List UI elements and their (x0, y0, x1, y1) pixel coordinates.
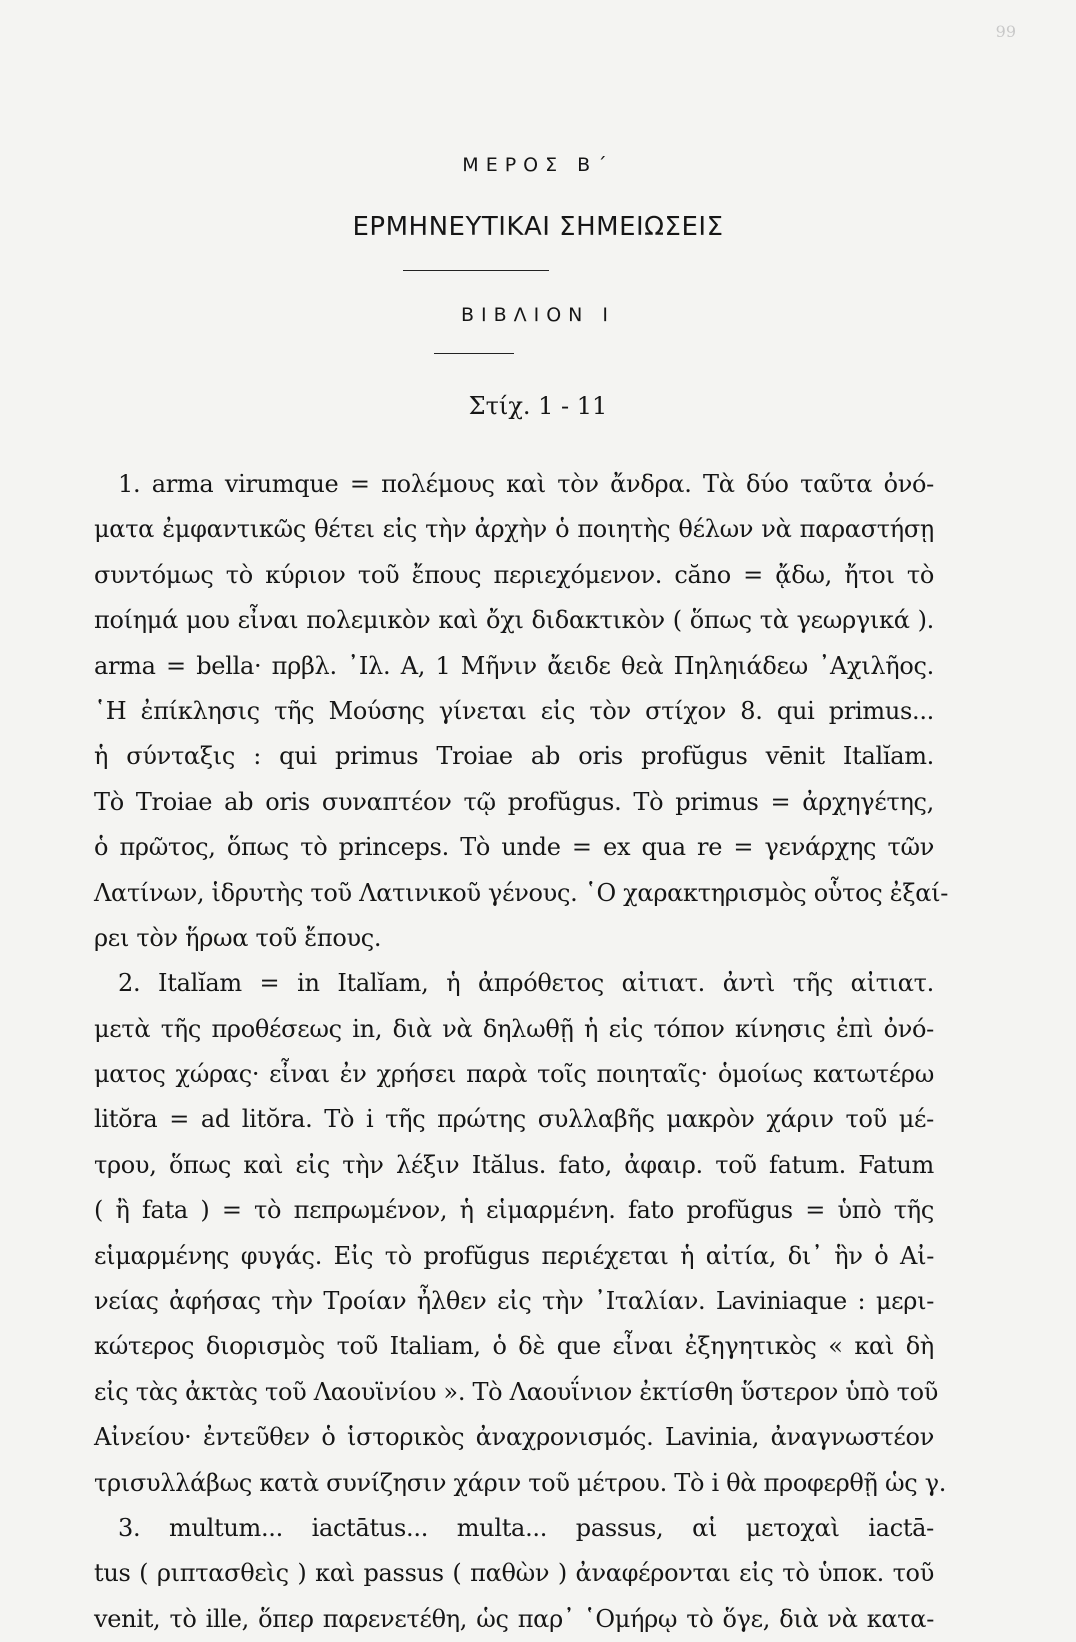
text-line: 2. Italĭam = in Italĭam, ἡ ἀπρόθετος αἰτιατ. ἀντὶ τῆς αἰτιατ. (118, 969, 934, 998)
text-line: tus ( ριπτασθεὶς ) καὶ passus ( παθὼν ) ἀναφέρονται εἰς τὸ ὑποκ. τοῦ (94, 1559, 934, 1588)
text-line: Αἰνείου· ἐντεῦθεν ὁ ἱστορικὸς ἀναχρονισμός. Lavinia, ἀναγνωστέον (94, 1423, 934, 1452)
text-line: εἰς τὰς ἀκτὰς τοῦ Λαουϊνίου ». Τὸ Λαουΐνιον ἐκτίσθη ὕστερον ὑπὸ τοῦ (94, 1377, 939, 1406)
text-line: litŏra = ad litŏra. Τὸ i τῆς πρώτης συλλαβῆς μακρὸν χάριν τοῦ μέ- (94, 1105, 934, 1134)
text-line: ματος χώρας· εἶναι ἐν χρήσει παρὰ τοῖς ποιηταῖς· ὁμοίως κατωτέρω (94, 1060, 934, 1089)
text-line: νείας ἀφήσας τὴν Τροίαν ἦλθεν εἰς τὴν ᾿Ιταλίαν. Laviniaque : μερι- (94, 1287, 934, 1316)
text-line: συντόμως τὸ κύριον τοῦ ἔπους περιεχόμενον. căno = ᾄδω, ἤτοι τὸ (94, 560, 934, 589)
text-line: ποίημά μου εἶναι πολεμικὸν καὶ ὄχι διδακτικὸν ( ὅπως τὰ γεωργικά ). (94, 606, 934, 635)
text-line: venit, τὸ ille, ὅπερ παρενετέθη, ὡς παρ᾿ ῾Ομήρῳ τὸ ὅγε, διὰ νὰ κατα- (94, 1604, 934, 1633)
text-line: ματα ἐμφαντικῶς θέτει εἰς τὴν ἀρχὴν ὁ ποιητὴς θέλων νὰ παραστήσῃ (94, 515, 934, 544)
text-line: ἡ σύνταξις : qui primus Troiae ab oris profŭgus vēnit Italĭam. (94, 742, 934, 771)
text-line: ῾Η ἐπίκλησις τῆς Μούσης γίνεται εἰς τὸν στίχον 8. qui primus... (94, 696, 934, 725)
commentary-text (94, 462, 949, 1642)
text-line: τρισυλλάβως κατὰ συνίζησιν χάριν τοῦ μέτρου. Τὸ i θὰ προφερθῇ ὡς γ. (94, 1468, 947, 1497)
page-number: 99 (995, 22, 1016, 41)
text-line: ρει τὸν ἥρωα τοῦ ἔπους. (94, 923, 382, 952)
text-line: κώτερος διορισμὸς τοῦ Italiam, ὁ δὲ que εἶναι ἐξηγητικὸς « καὶ δὴ (94, 1332, 934, 1361)
verses-heading: Στίχ. 1 - 11 (468, 392, 608, 420)
section-title: ΕΡΜΗΝΕΥΤΙΚΑΙ ΣΗΜΕΙΩΣΕΙΣ (352, 212, 724, 242)
text-line: μετὰ τῆς προθέσεως in, διὰ νὰ δηλωθῇ ἡ εἰς τόπον κίνησις ἐπὶ ὀνό- (94, 1014, 934, 1043)
text-line: Λατίνων, ἱδρυτὴς τοῦ Λατινικοῦ γένους. ῾Ο χαρακτηρισμὸς οὗτος ἐξαί- (94, 878, 949, 907)
part-heading: ΜΕΡΟΣ Β΄ (462, 154, 614, 176)
title-divider (403, 270, 549, 271)
text-line: Τὸ Troiae ab oris συναπτέον τῷ profŭgus. Τὸ primus = ἀρχηγέτης, (94, 787, 934, 816)
text-line: arma = bella· πρβλ. ᾿Ιλ. Α, 1 Μῆνιν ἄειδε θεὰ Πηληιάδεω ᾿Αχιλῆος. (94, 651, 934, 680)
text-line: 1. arma virumque = πολέμους καὶ τὸν ἄνδρα. Τὰ δύο ταῦτα ὀνό- (118, 470, 934, 498)
text-line: ὁ πρῶτος, ὅπως τὸ princeps. Τὸ unde = ex qua re = γενάρχης τῶν (94, 833, 934, 862)
text-line: 3. multum... iactātus... multa... passus, αἱ μετοχαὶ iactā- (118, 1513, 934, 1542)
text-line: ( ἢ fata ) = τὸ πεπρωμένον, ἡ εἱμαρμένη. fato profŭgus = ὑπὸ τῆς (94, 1196, 934, 1225)
text-line: τρου, ὅπως καὶ εἰς τὴν λέξιν Itălus. fato, ἀφαιρ. τοῦ fatum. Fatum (94, 1150, 934, 1179)
book-divider (434, 353, 514, 354)
text-line: εἱμαρμένης φυγάς. Εἰς τὸ profŭgus περιέχεται ἡ αἰτία, δι᾿ ἣν ὁ Αἰ- (94, 1241, 934, 1270)
book-heading: ΒΙΒΛΙΟΝ Ι (460, 304, 616, 326)
